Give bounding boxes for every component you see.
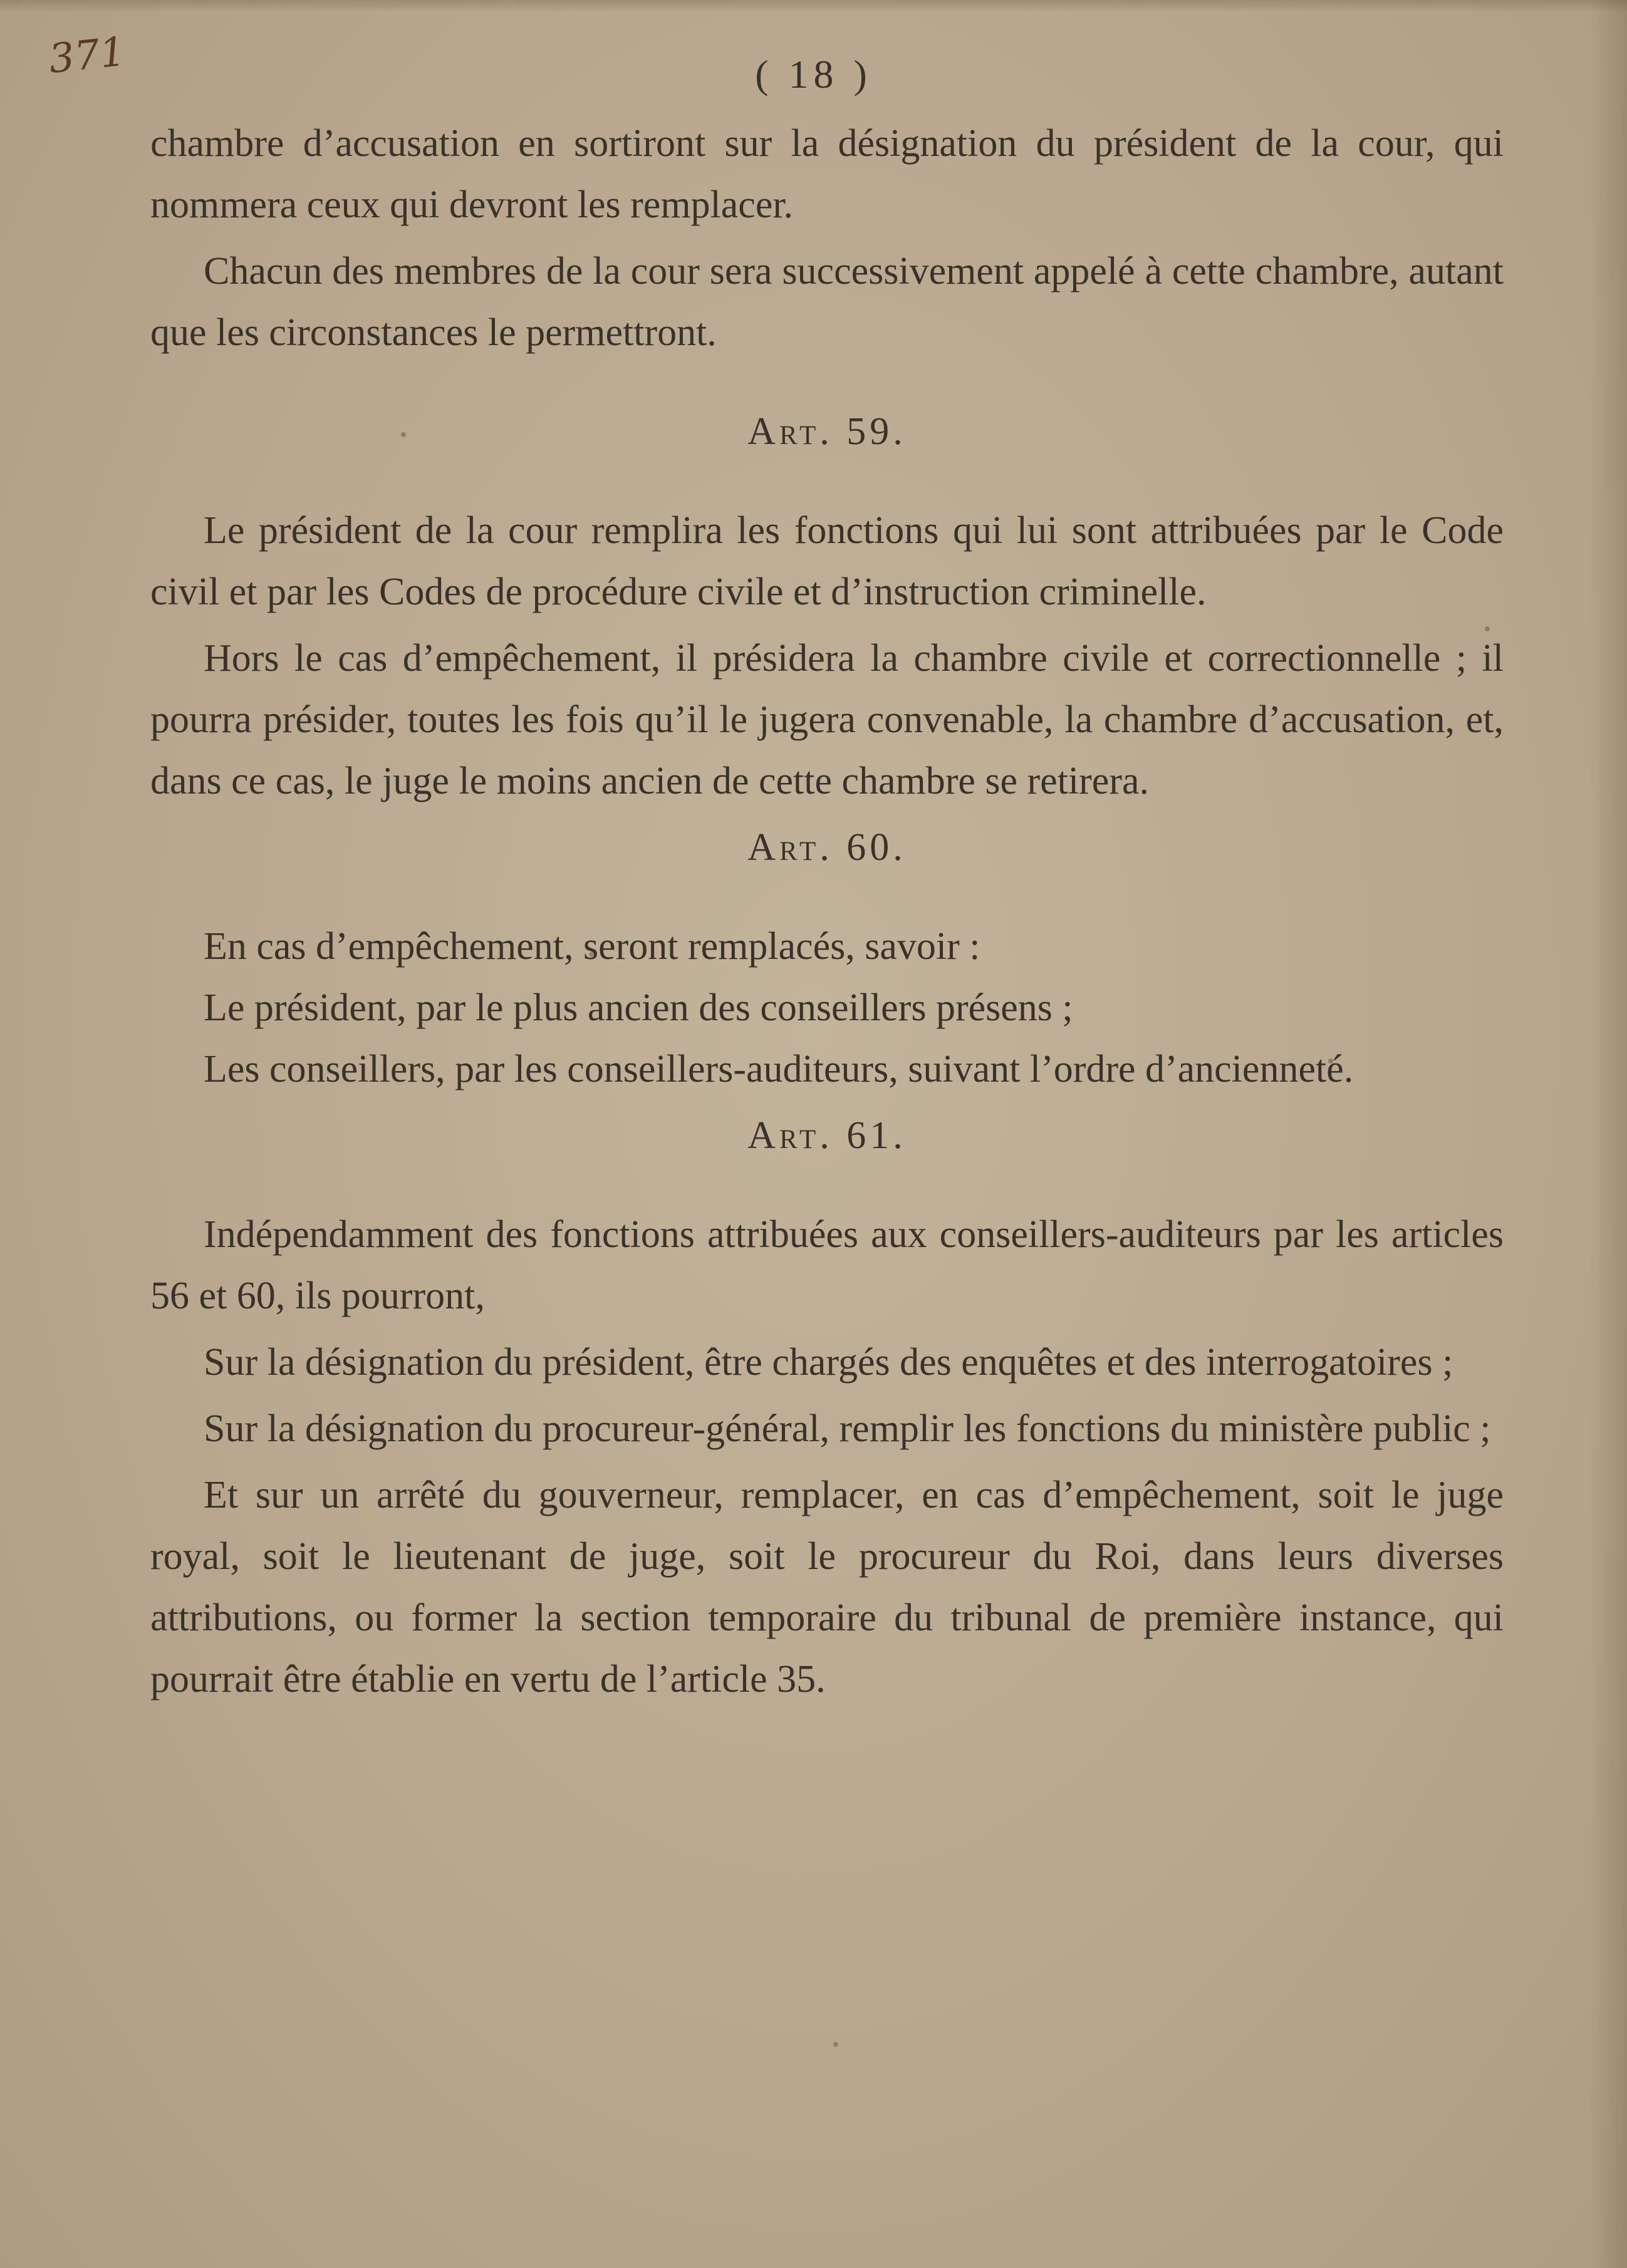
paragraph: Sur la désignation du président, être chargés des enquêtes et des interrogatoires ; <box>204 1341 1453 1384</box>
paragraph: Le président, par le plus ancien des conseillers présens ; <box>204 986 1073 1029</box>
paragraph: Chacun des membres de la cour sera successivement appelé à cette chambre, autant que les circonstances le permettront. <box>150 250 1504 354</box>
paragraph: chambre d’accusation en sortiront sur la désignation du président de la cour, qui nommera ceux qui devront les remplacer. <box>150 122 1504 226</box>
paragraph: Indépendamment des fonctions attribuées aux conseillers-auditeurs par les articles 56 et 60, ils pourront, <box>150 1213 1504 1317</box>
article-heading-59: Art. 59. <box>747 410 907 453</box>
paper-speck <box>1328 1059 1333 1064</box>
paper-speck <box>589 952 594 957</box>
paper-speck <box>833 2042 838 2047</box>
article-heading-61: Art. 61. <box>747 1114 907 1157</box>
body-text <box>150 113 1504 1710</box>
paragraph: Les conseillers, par les conseillers-auditeurs, suivant l’ordre d’ancienneté. <box>204 1048 1354 1090</box>
paragraph: Le président de la cour remplira les fonctions qui lui sont attribuées par le Code civil et par les Codes de procédure civile et d’instruction criminelle. <box>150 509 1504 613</box>
paper-speck <box>1485 626 1490 631</box>
paragraph: Sur la désignation du procureur-général, remplir les fonctions du ministère public ; <box>204 1407 1491 1450</box>
page-number: ( 18 ) <box>755 52 872 96</box>
article-heading-60: Art. 60. <box>747 826 907 869</box>
paragraph: Hors le cas d’empêchement, il présidera la chambre civile et correctionnelle ; il pourra présider, toutes les fois qu’il le jugera convenable, la chambre d’accusation, et, dans ce cas, le juge le moins ancien de cette chambre se retirera. <box>150 637 1504 802</box>
page-edge-shadow <box>1589 0 1627 2268</box>
paper-speck <box>401 432 406 437</box>
handwritten-folio-mark: 371 <box>46 28 128 83</box>
paragraph: Et sur un arrêté du gouverneur, remplacer, en cas d’empêchement, soit le juge royal, soit le lieutenant de juge, soit le procureur du Roi, dans leurs diverses attributions, ou former la section temporaire du tribunal de première instance, qui pourrait être établie en vertu de l’article 35. <box>150 1474 1504 1701</box>
paragraph: En cas d’empêchement, seront remplacés, savoir : <box>204 925 980 968</box>
page-top-shadow <box>0 0 1627 13</box>
